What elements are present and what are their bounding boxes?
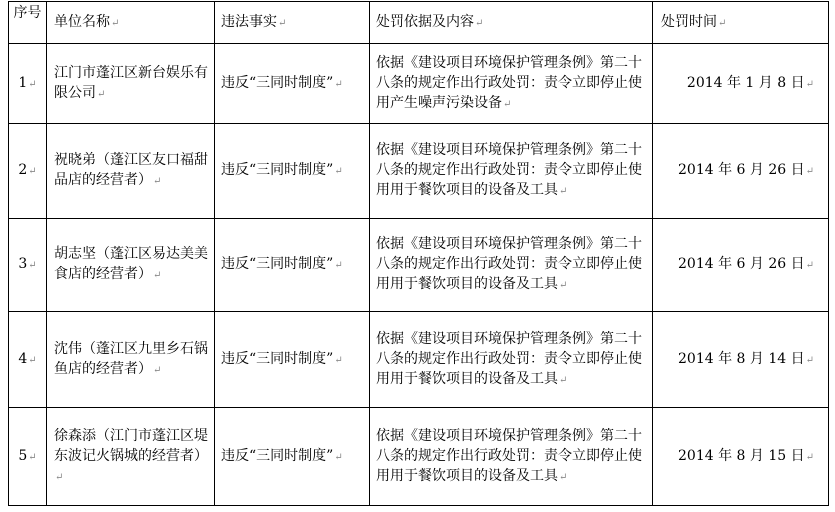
unit-cell	[47, 219, 215, 312]
seq-cell	[9, 124, 47, 219]
paragraph-mark-icon: ↵	[805, 451, 814, 463]
table-row	[9, 312, 829, 408]
header-unit-label: 单位名称	[54, 14, 110, 30]
basis-cell	[370, 124, 653, 219]
penalty-time: 2014 年 6 月 26 日	[678, 256, 805, 272]
unit-name: 胡志坚（蓬江区易达美美食店的经营者）	[54, 246, 208, 282]
seq-cell	[9, 312, 47, 408]
paragraph-mark-icon: ↵	[334, 451, 343, 463]
penalty-time: 2014 年 6 月 26 日	[678, 162, 805, 178]
unit-cell	[47, 44, 215, 124]
table-row	[9, 408, 829, 506]
table-row	[9, 44, 829, 124]
violation-fact: 违反“三同时制度”	[221, 447, 334, 464]
penalty-basis: 依据《建设项目环境保护管理条例》第二十八条的规定作出行政处罚：责令立即停止使用用于餐饮项目的设备及工具	[376, 330, 642, 387]
penalty-basis: 依据《建设项目环境保护管理条例》第二十八条的规定作出行政处罚：责令立即停止使用用于餐饮项目的设备及工具	[376, 142, 642, 198]
paragraph-mark-icon: ↵	[559, 374, 568, 386]
header-basis-cell	[370, 2, 653, 44]
paragraph-mark-icon: ↵	[559, 471, 568, 483]
penalty-basis: 依据《建设项目环境保护管理条例》第二十八条的规定作出行政处罚：责令立即停止使用用于餐饮项目的设备及工具	[376, 236, 642, 292]
seq-value: 5	[18, 447, 28, 464]
paragraph-mark-icon: ↵	[153, 364, 162, 376]
paragraph-mark-icon: ↵	[334, 78, 343, 90]
violation-fact: 违反“三同时制度”	[221, 256, 334, 272]
header-time-cell	[653, 2, 829, 44]
paragraph-mark-icon: ↵	[334, 166, 343, 177]
unit-name: 沈伟（蓬江区九里乡石锅鱼店的经营者）	[54, 340, 208, 377]
table-body	[9, 2, 829, 506]
unit-name: 徐森添（江门市蓬江区堤东波记火锅城的经营者）	[54, 427, 208, 464]
time-cell	[653, 219, 829, 312]
paragraph-mark-icon: ↵	[805, 78, 814, 90]
basis-cell	[370, 219, 653, 312]
unit-cell	[47, 124, 215, 219]
violation-fact: 违反“三同时制度”	[221, 350, 334, 367]
paragraph-mark-icon: ↵	[28, 451, 37, 463]
seq-cell	[9, 408, 47, 506]
header-seq-cell	[9, 2, 47, 44]
table-row	[9, 219, 829, 312]
seq-cell	[9, 219, 47, 312]
paragraph-mark-icon: ↵	[718, 18, 727, 29]
seq-value: 2	[18, 162, 28, 178]
header-unit-cell	[47, 2, 215, 44]
fact-cell	[215, 312, 370, 408]
paragraph-mark-icon: ↵	[334, 354, 343, 366]
paragraph-mark-icon: ↵	[278, 18, 287, 29]
penalty-time: 2014 年 1 月 8 日	[686, 74, 805, 91]
paragraph-mark-icon: ↵	[111, 18, 120, 29]
header-basis-label: 处罚依据及内容	[376, 14, 474, 30]
paragraph-mark-icon: ↵	[475, 18, 484, 29]
unit-name: 江门市蓬江区新台娱乐有限公司	[54, 64, 208, 101]
paragraph-mark-icon: ↵	[805, 260, 814, 271]
table-header-row	[9, 2, 829, 44]
basis-cell	[370, 44, 653, 124]
table-row	[9, 124, 829, 219]
basis-cell	[370, 312, 653, 408]
paragraph-mark-icon: ↵	[805, 354, 814, 366]
paragraph-mark-icon: ↵	[28, 354, 37, 366]
time-cell	[653, 312, 829, 408]
seq-value: 4	[18, 350, 28, 367]
time-cell	[653, 124, 829, 219]
paragraph-mark-icon: ↵	[28, 260, 37, 271]
unit-cell	[47, 408, 215, 506]
unit-cell	[47, 312, 215, 408]
unit-name: 祝晓弟（蓬江区友口福甜品店的经营者）	[54, 152, 208, 188]
paragraph-mark-icon: ↵	[97, 88, 106, 100]
paragraph-mark-icon: ↵	[153, 176, 162, 187]
time-cell	[653, 44, 829, 124]
paragraph-mark-icon: ↵	[559, 280, 568, 291]
seq-cell	[9, 44, 47, 124]
fact-cell	[215, 44, 370, 124]
paragraph-mark-icon: ↵	[28, 166, 37, 177]
paragraph-mark-icon: ↵	[559, 186, 568, 197]
penalty-time: 2014 年 8 月 15 日	[678, 447, 805, 464]
seq-value: 1	[18, 74, 28, 91]
fact-cell	[215, 124, 370, 219]
header-time-label: 处罚时间	[661, 14, 717, 30]
paragraph-mark-icon: ↵	[503, 98, 512, 110]
header-fact-label: 违法事实	[221, 14, 277, 30]
violation-fact: 违反“三同时制度”	[221, 162, 334, 178]
penalty-table	[8, 1, 829, 506]
paragraph-mark-icon: ↵	[153, 270, 162, 281]
fact-cell	[215, 408, 370, 506]
paragraph-mark-icon: ↵	[55, 471, 64, 483]
paragraph-mark-icon: ↵	[28, 78, 37, 90]
penalty-basis: 依据《建设项目环境保护管理条例》第二十八条的规定作出行政处罚：责令立即停止使用用于餐饮项目的设备及工具	[376, 427, 642, 484]
penalty-basis: 依据《建设项目环境保护管理条例》第二十八条的规定作出行政处罚：责令立即停止使用产生噪声污染设备	[376, 54, 642, 111]
penalty-time: 2014 年 8 月 14 日	[678, 350, 805, 367]
paragraph-mark-icon: ↵	[805, 166, 814, 177]
violation-fact: 违反“三同时制度”	[221, 74, 334, 91]
paragraph-mark-icon: ↵	[334, 260, 343, 271]
time-cell	[653, 408, 829, 506]
penalty-table-container	[8, 1, 828, 506]
header-fact-cell	[215, 2, 370, 44]
fact-cell	[215, 219, 370, 312]
basis-cell	[370, 408, 653, 506]
seq-value: 3	[18, 256, 28, 272]
header-seq-label: 序号	[13, 5, 42, 21]
